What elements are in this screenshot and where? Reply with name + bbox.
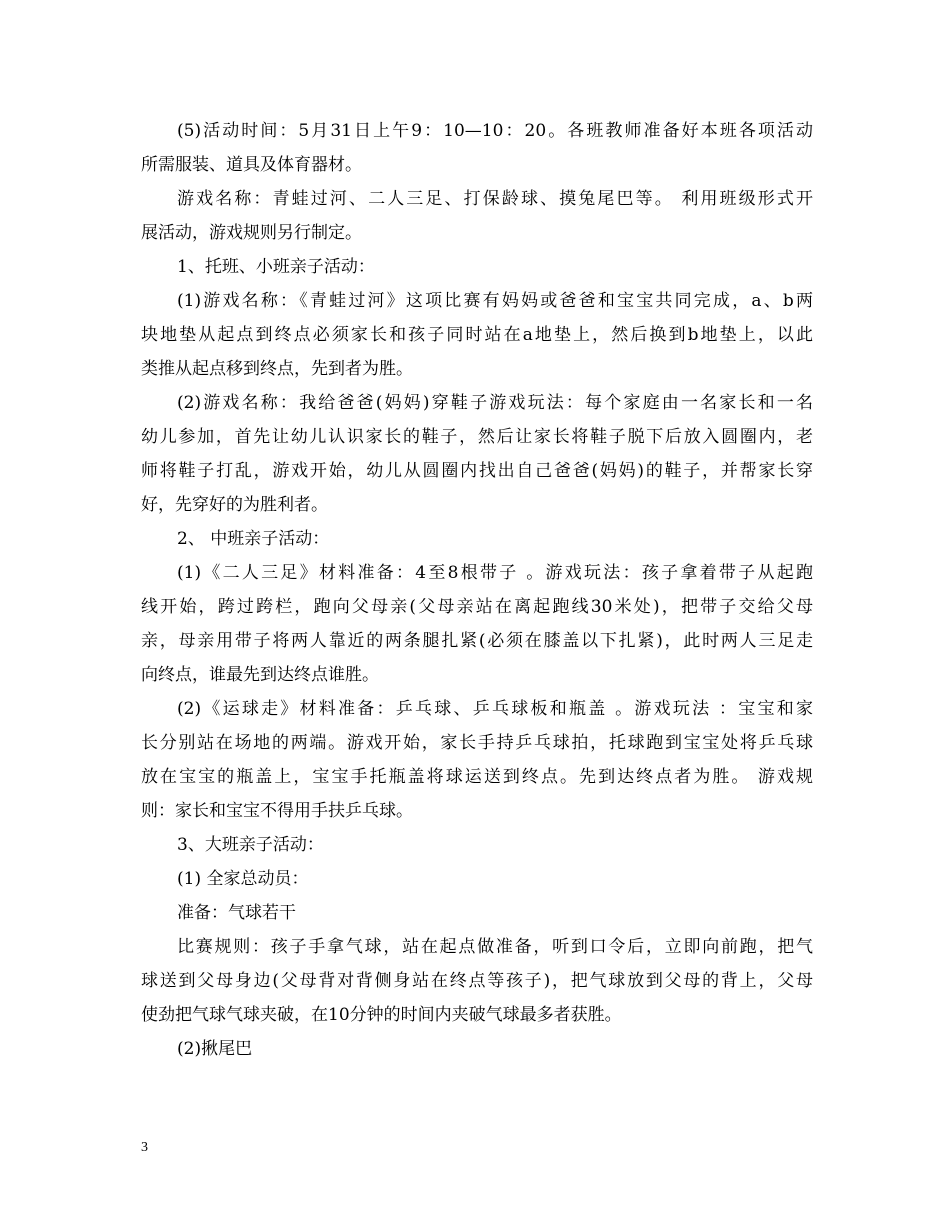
text-line: 类推从起点移到终点，先到者为胜。 (141, 359, 413, 379)
text-line: 游戏名称：青蛙过河、二人三足、打保龄球、摸兔尾巴等。 利用班级形式开 (177, 189, 813, 209)
text-line: 2、 中班亲子活动： (177, 529, 330, 549)
text-line: (2)《运球走》材料准备：乒乓球、乒乓球板和瓶盖 。游戏玩法 ：宝宝和家 (177, 699, 813, 719)
text-line: 放在宝宝的瓶盖上，宝宝手托瓶盖将球运送到终点。先到达终点者为胜。 游戏规 (141, 767, 813, 787)
text-line: 3、大班亲子活动： (177, 835, 324, 855)
text-line: 师将鞋子打乱，游戏开始，幼儿从圆圈内找出自己爸爸(妈妈)的鞋子，并帮家长穿 (141, 461, 813, 481)
text-line: 幼儿参加，首先让幼儿认识家长的鞋子，然后让家长将鞋子脱下后放入圆圈内，老 (141, 427, 813, 447)
text-line: 准备：气球若干 (177, 903, 296, 923)
text-line: (5)活动时间：5月31日上午9：10—10：20。各班教师准备好本班各项活动 (177, 121, 813, 141)
text-line: 球送到父母身边(父母背对背侧身站在终点等孩子)，把气球放到父母的背上，父母 (141, 971, 813, 991)
text-line: 展活动，游戏规则另行制定。 (141, 223, 362, 243)
text-line: 长分别站在场地的两端。游戏开始，家长手持乒乓球拍，托球跑到宝宝处将乒乓球 (141, 733, 813, 753)
text-line: 亲，母亲用带子将两人靠近的两条腿扎紧(必须在膝盖以下扎紧)，此时两人三足走 (141, 631, 813, 651)
text-line: 1、托班、小班亲子活动： (177, 257, 375, 277)
text-line: (1) 全家总动员： (177, 869, 309, 889)
page-number: 3 (141, 1140, 148, 1155)
text-line: 线开始，跨过跨栏，跑向父母亲(父母亲站在离起跑线30米处)，把带子交给父母 (141, 597, 813, 617)
text-line: (1)《二人三足》材料准备：4至8根带子 。游戏玩法：孩子拿着带子从起跑 (177, 563, 813, 583)
text-line: 使劲把气球气球夹破，在10分钟的时间内夹破气球最多者获胜。 (141, 1005, 622, 1025)
document-body (141, 114, 813, 1066)
text-line: 向终点，谁最先到达终点谁胜。 (141, 665, 379, 685)
text-line: 好，先穿好的为胜利者。 (141, 495, 328, 515)
text-line: (2)游戏名称：我给爸爸(妈妈)穿鞋子游戏玩法：每个家庭由一名家长和一名 (177, 393, 813, 413)
text-line: (2)揪尾巴 (177, 1039, 253, 1059)
text-line: 块地垫从起点到终点必须家长和孩子同时站在a地垫上，然后换到b地垫上，以此 (141, 325, 813, 345)
text-line: 比赛规则：孩子手拿气球，站在起点做准备，听到口令后，立即向前跑，把气 (177, 937, 813, 957)
text-line: 所需服装、道具及体育器材。 (141, 155, 362, 175)
text-line: 则：家长和宝宝不得用手扶乒乓球。 (141, 801, 413, 821)
text-line: (1)游戏名称：《青蛙过河》这项比赛有妈妈或爸爸和宝宝共同完成，a、b两 (177, 291, 813, 311)
